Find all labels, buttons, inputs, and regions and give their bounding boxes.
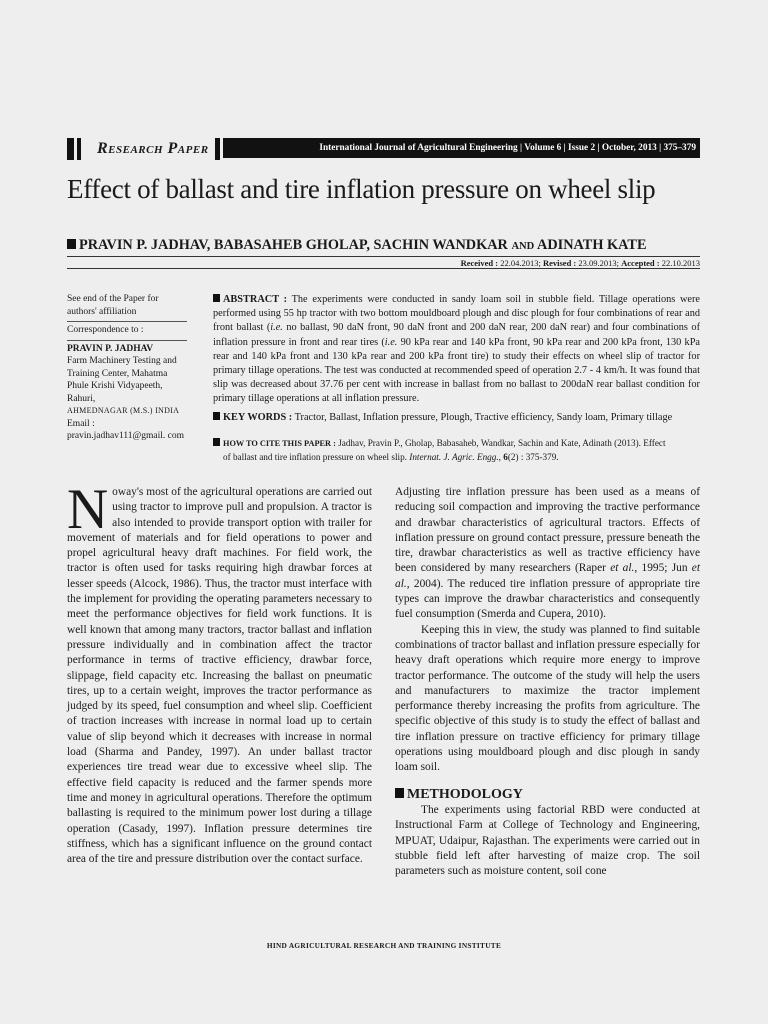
body-column-right (395, 485, 700, 879)
cite-text: Jadhav, Pravin P., Gholap, Babasaheb, Wandkar, Sachin and Kate, Adinath (2013). Effect (338, 438, 666, 448)
divider (67, 268, 700, 269)
section-heading-text: METHODOLOGY (407, 786, 523, 802)
paragraph (395, 485, 700, 623)
author-list (67, 237, 647, 254)
keywords (213, 411, 700, 425)
intro-paragraph (67, 478, 372, 867)
abstract-text: no ballast, 90 daN front, 90 daN front and 200 daN rear, 200 daN rear) and four combinations of inflation pressure in front and rear tires ( (213, 322, 700, 348)
paragraph: Keeping this in view, the study was planned to find suitable combinations of tractor ballast and inflation pressure especially for heavy draft operations which require more energy to improve tractor performance. The outcome of the study will help the users and manufacturers to maximize the tractor implement performance thereby increasing the profits from agriculture. The specific objective of this study is to study the effect of ballast and tire inflation pressure on tractive efficiency for primary tillage operations using mouldboard plough and disc plough in sandy loam soil. (395, 623, 700, 774)
cite-pages: (2) : 375-379. (507, 451, 559, 462)
paragraph-text: , 2004). The reduced tire inflation pressure of appropriate tire types can improve the drawbar characteristics and consequently fuel consumption (Smerda and Cupera, 2010). (395, 577, 700, 621)
revised-label: Revised : (542, 258, 577, 268)
accepted-date: 22.10.2013 (661, 258, 700, 268)
abstract (213, 293, 700, 407)
corresponding-author: PRAVIN P. JADHAV (67, 343, 154, 354)
corresponding-affiliation: Farm Machinery Testing and Training Center, Mahatma Phule Krishi Vidyapeeth, Rahuri, (67, 356, 177, 404)
square-bullet-icon (213, 294, 220, 302)
correspondence-sidebar (67, 293, 187, 443)
divider (67, 321, 187, 322)
square-bullet-icon (395, 788, 404, 798)
paragraph-text: Adjusting tire inflation pressure has been used as a means of reducing soil compaction and improving the tractive performance and drawbar characteristics of agricultural tractors. Effects of inflation pressure on ground contact pressure, pressure beneath the tire, drawbar characteristics as well as tractive efficiency have been considered by many researchers (Raper (395, 486, 700, 575)
square-bullet-icon (67, 239, 76, 249)
cite-journal: Internat. J. Agric. Engg. (409, 451, 499, 462)
divider (67, 340, 187, 341)
abstract-label: ABSTRACT : (223, 294, 288, 305)
article-dates (461, 258, 700, 268)
header-bar-block (67, 138, 74, 160)
cite-text: of ballast and tire inflation pressure on wheel slip. (223, 451, 407, 462)
received-label: Received : (460, 258, 499, 268)
paragraph-text: , 1995; Jun (634, 562, 692, 575)
paper-title: Effect of ballast and tire inflation pressure on wheel slip (67, 174, 656, 204)
accepted-label: Accepted : (621, 258, 660, 268)
keywords-label: KEY WORDS : (223, 412, 293, 423)
header-bar-block (77, 138, 81, 160)
affiliation-note: See end of the Paper for authors' affiliation (67, 294, 159, 317)
author-names-last: ADINATH KATE (537, 237, 647, 253)
received-date: 22.04.2013; (500, 258, 541, 268)
body-column-left (67, 478, 372, 867)
drop-cap: N (67, 478, 109, 541)
header-bar-block (215, 138, 220, 160)
abstract-text: 90 kPa rear and 140 kPa front, 90 kPa rear and 200 kPa front, 130 kPa rear and 140 kPa front and 130 kPa rear and 200 kPa front tire) to study their effects on wheel slip of tractor for primary tillage operations. The test was conducted at recommended speed of operation 2.7 - 4 km/h. It was found that slip was decreased about 37.76 per cent with increase in ballast from no ballast to 200daN rear ballast condition for primary tillage operations at all inflation pressure. (213, 336, 700, 405)
square-bullet-icon (213, 438, 220, 446)
paragraph-text: oway's most of the agricultural operations are carried out using tractor to improve pull and propulsion. A tractor is also intended to provide transport option with trailer for movement of materials and for field operations to power and propel agricultural heavy draft machines. For field work, the tractor is often used for tasks requiring high drawbar forces at lesser speeds (Alcock, 1986). Thus, the tractor must interface with the implement for providing the operating parameters necessary to meet the performance objectives for field work functions. It is well known that among many tractors, tractor ballast and inflation pressure individually and in combination affect the tractor performance in terms of tractive efficiency, drawbar force, slippage, field capacity etc. Increasing the ballast on pneumatic tires, up to a certain weight, improves the tractor performance as judged by its speed, fuel consumption and wheel slip. Coefficient of traction increases with increase in normal load up to certain value of slip beyond which it decreases with increase in normal load (Sharma and Pandey, 1997). An under ballast tractor experiences tire tread wear due to excessive wheel slip. The effective field capacity is reduced and the farmer spends more time and money in agricultural operations. Therefore the optimum ballasting is required to the minimum power lost during a tillage operation (Casady, 1997). Inflation pressure determines tire stiffness, which has a significant influence on the ground contact area of the tire and pressure distribution over the contact surface. (67, 486, 372, 866)
cite-label: HOW TO CITE THIS PAPER : (223, 439, 336, 448)
correspondence-label: Correspondence to : (67, 325, 144, 335)
author-and: AND (511, 241, 535, 252)
corresponding-location: AHMEDNAGAR (M.S.) INDIA (67, 406, 180, 415)
paragraph-text-italic: et al. (610, 562, 635, 575)
revised-date: 23.09.2013; (578, 258, 620, 268)
paragraph: The experiments using factorial RBD were conducted at Instructional Farm at College of Technology and Engineering, MPUAT, Udaipur, Rajasthan. The experiments were carried out in stubble field left after harvesting of maize crop. The soil parameters such as moisture content, soil cone (395, 803, 700, 878)
section-heading (395, 787, 700, 802)
abstract-text: The experiments were conducted in sandy loam soil in stubble field. Tillage operations were performed using 55 hp tractor with two bottom mouldboard plough and disc plough for four combinations of rear and front ballast ( (213, 294, 700, 334)
citation-block: HOW TO CITE THIS PAPER : Jadhav, Pravin P., Gholap, Babasaheb, Wandkar, Sachin and Kate, Adinath (2013). Effect of ballast and tire inflation pressure on wheel slip. Internat. J. Agric. Engg., 6(2) : 375-379. (213, 437, 700, 464)
paper-type-label: Research Paper (97, 140, 209, 157)
corresponding-email: Email : pravin.jadhav111@gmail. com (67, 418, 185, 441)
square-bullet-icon (213, 412, 220, 420)
abstract-text-italic: i.e. (384, 336, 398, 348)
author-names: PRAVIN P. JADHAV, BABASAHEB GHOLAP, SACHIN WANDKAR (79, 237, 508, 253)
paragraph-text-italic: et al. (395, 562, 700, 590)
cite-volume: 6 (503, 451, 508, 462)
page-footer: HIND AGRICULTURAL RESEARCH AND TRAINING INSTITUTE (266, 941, 502, 950)
journal-info-strip: International Journal of Agricultural Engineering | Volume 6 | Issue 2 | October, 2013 | 375–379 (223, 138, 700, 158)
divider (67, 256, 700, 257)
keywords-text: Tractor, Ballast, Inflation pressure, Plough, Tractive efficiency, Sandy loam, Primary tillage (294, 412, 673, 423)
abstract-text-italic: i.e. (270, 322, 283, 334)
